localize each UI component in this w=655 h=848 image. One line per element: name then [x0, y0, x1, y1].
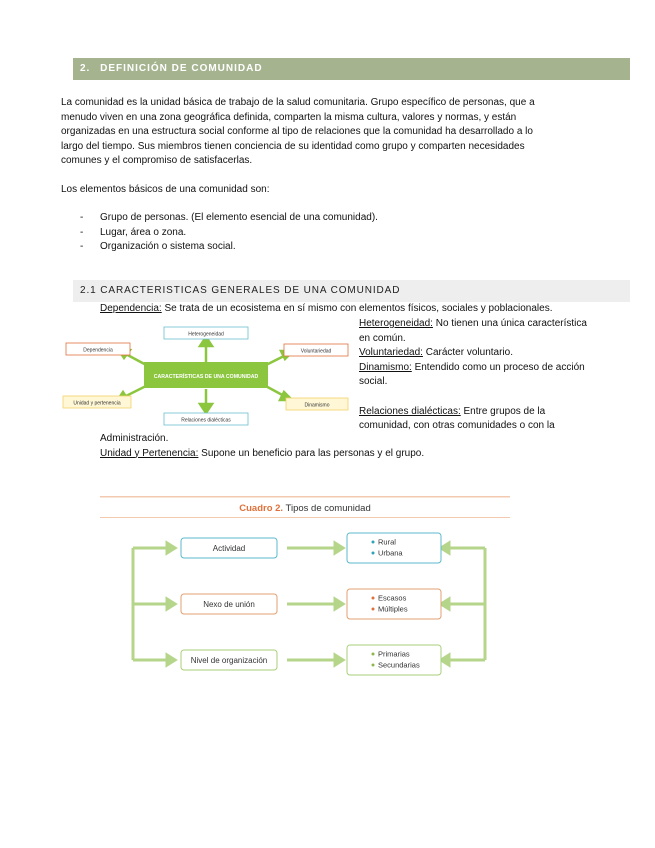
section-number: 2. [80, 63, 91, 74]
diagram-right-label: Voluntariedad [300, 348, 332, 355]
intro-line: comunes y el compromiso de satisfacerlas. [61, 155, 253, 167]
bullet [372, 664, 375, 667]
term: Dependencia: [100, 303, 162, 314]
title-rule-bottom [100, 517, 510, 518]
char-dependencia [100, 302, 630, 317]
arrow-head [335, 543, 343, 553]
row-label: Actividad [212, 544, 246, 553]
table-title-rest: Tipos de comunidad [283, 503, 371, 514]
title-rule-top [100, 496, 510, 498]
definition: Entre grupos de la [460, 405, 546, 417]
arrow-head [167, 543, 175, 553]
arrow-head [441, 599, 449, 609]
intro-line: organizadas en una estructura social conforme al tipo de relaciones que la comunidad ha desarrollado a lo [61, 126, 533, 138]
definition: No tienen una única característica [432, 318, 587, 329]
section-header [73, 58, 630, 80]
diagram-bottom-label: Relaciones dialécticas [181, 417, 231, 424]
bullet [372, 552, 375, 555]
table-title-prefix: Cuadro 2. [239, 503, 284, 514]
arrow-head [167, 599, 175, 609]
arrow-head [335, 599, 343, 609]
diagram-bottom-left-label: Unidad y pertenencia [73, 400, 121, 407]
definition: comunidad, con otras comunidades o con la [359, 420, 555, 432]
char-bottom [100, 432, 630, 461]
definition: social. [359, 376, 388, 388]
term: Dinamismo: [359, 361, 412, 373]
term: Voluntariedad: [359, 347, 423, 359]
row-item: Secundarias [378, 660, 420, 670]
intro-paragraph [61, 96, 621, 169]
arrow-head [441, 655, 449, 665]
bullet [372, 541, 375, 544]
definition: Se trata de un ecosistema en sí mismo con elementos físicos, sociales y poblacionales. [161, 303, 553, 314]
row-label: Nivel de organización [190, 656, 268, 665]
definition: Carácter voluntario. [422, 347, 513, 359]
arrow-down-head [200, 404, 212, 413]
arrow-head [167, 655, 175, 665]
arrow-head [335, 655, 343, 665]
definition: Entendido como un proceso de acción [411, 361, 585, 373]
intro-line: menudo viven en una zona geográfica definida, comparten la misma cultura, valores y normas, y están [61, 111, 517, 123]
arrow-head [441, 543, 449, 553]
community-types-diagram [95, 490, 515, 685]
subsection-header: 2.1 CARACTERISTICAS GENERALES DE UNA COMUNIDAD [73, 280, 630, 302]
elements-list [80, 211, 378, 255]
diagram-left-label: Dependencia [83, 347, 113, 354]
table-title [239, 503, 370, 514]
diagram-bottom-right-label: Dinamismo [304, 402, 330, 409]
row-label: Nexo de unión [203, 600, 255, 609]
bullet [372, 608, 375, 611]
list-item: - Lugar, área o zona. [80, 226, 378, 241]
char-right-column [359, 317, 629, 434]
term: Unidad y Pertenencia: [100, 447, 199, 459]
bullet [372, 653, 375, 656]
row-item: Escasos [378, 593, 407, 603]
term: Heterogeneidad: [359, 318, 433, 329]
elements-intro: Los elementos básicos de una comunidad son: [61, 184, 270, 195]
diagram-center-label: CARACTERÍSTICAS DE UNA COMUNIDAD [153, 374, 259, 380]
row-item: Primarias [378, 649, 410, 659]
list-item: - Organización o sistema social. [80, 240, 378, 255]
diagram-top-label: Heterogeneidad [188, 331, 224, 338]
row-item: Múltiples [378, 604, 408, 614]
definition: Supone un beneficio para las personas y el grupo. [198, 447, 425, 459]
section-title: DEFINICIÓN DE COMUNIDAD [100, 63, 263, 74]
intro-line: La comunidad es la unidad básica de trabajo de la salud comunitaria. Grupo específico de personas, que a [61, 97, 535, 108]
row-item: Rural [378, 537, 396, 547]
term: Relaciones dialécticas: [359, 405, 461, 417]
definition: en común. [359, 332, 406, 344]
bullet [372, 597, 375, 600]
intro-line: largo del tiempo. Sus miembros tienen conciencia de su identidad como grupo y comparten necesidades [61, 140, 525, 152]
row-item: Urbana [378, 548, 403, 558]
list-item: - Grupo de personas. (El elemento esencial de una comunidad). [80, 211, 378, 226]
characteristics-diagram [60, 322, 360, 432]
definition: Administración. [100, 433, 169, 444]
